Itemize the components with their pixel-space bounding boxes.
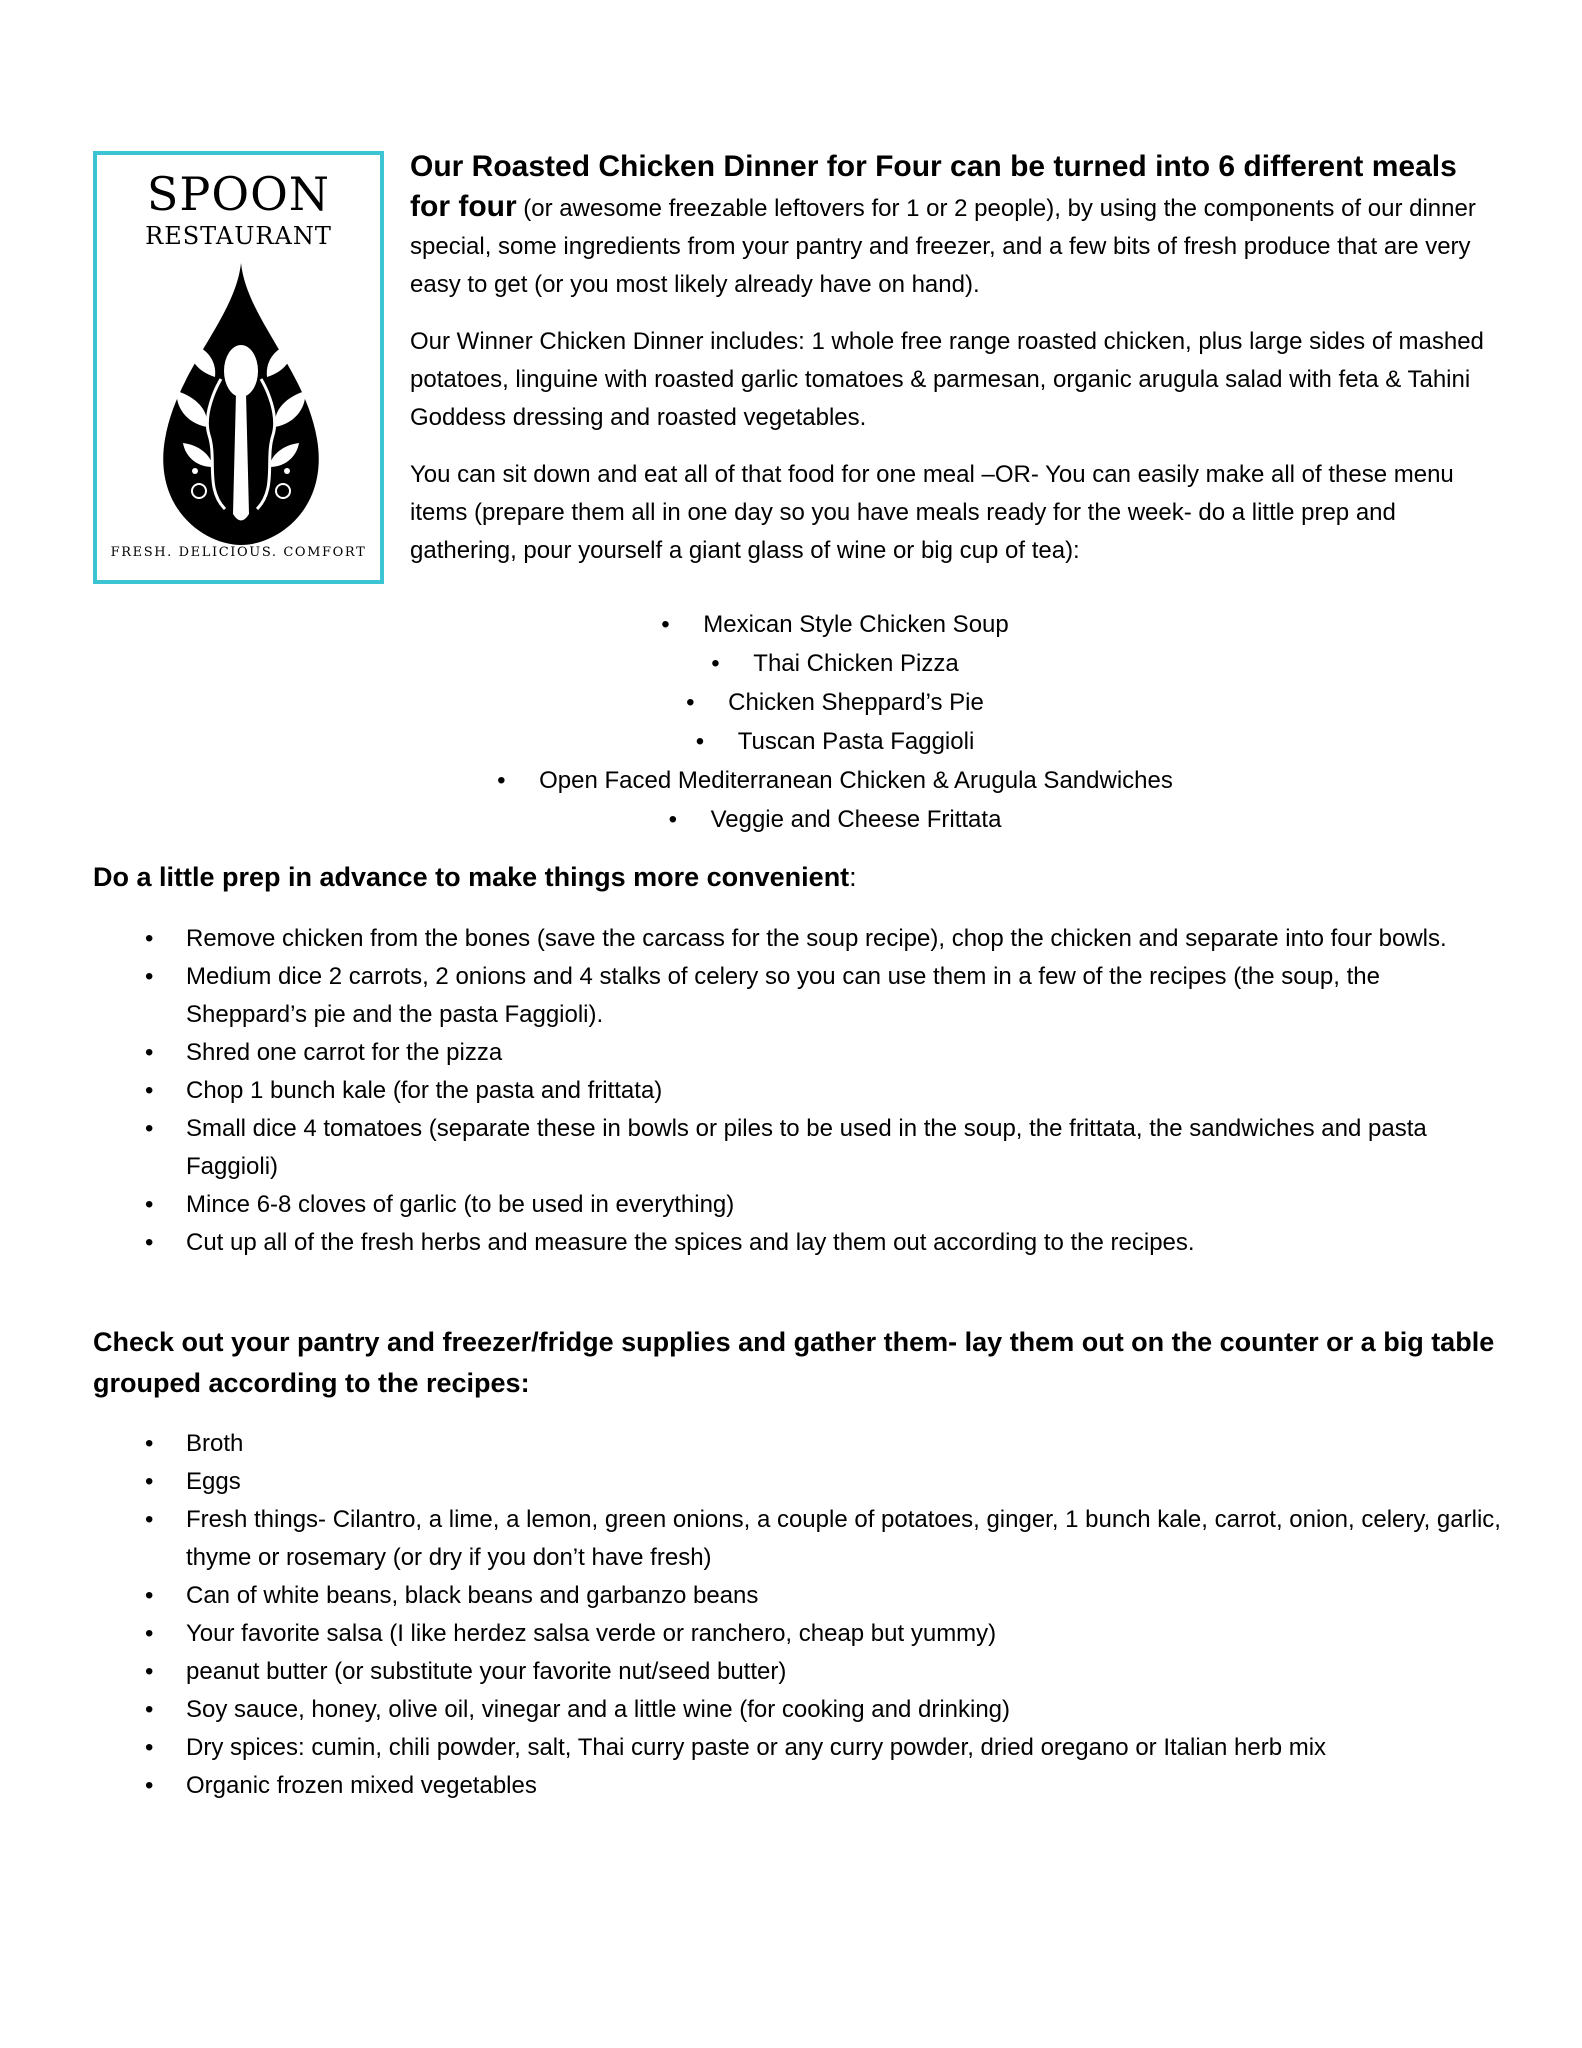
prep-heading-text: Do a little prep in advance to make things more convenient <box>93 862 850 892</box>
pantry-item: • Dry spices: cumin, chili powder, salt, Thai curry paste or any curry powder, dried oregano or Italian herb mix <box>93 1729 1503 1767</box>
prep-heading <box>93 857 1513 898</box>
menu-item: • Open Faced Mediterranean Chicken & Arugula Sandwiches <box>0 761 1582 800</box>
pantry-item: • Can of white beans, black beans and garbanzo beans <box>93 1577 1503 1615</box>
logo-tagline: FRESH. DELICIOUS. COMFORT <box>110 545 367 560</box>
prep-item: • Mince 6-8 cloves of garlic (to be used in everything) <box>93 1186 1503 1224</box>
pantry-item: • Broth <box>93 1425 1503 1463</box>
pantry-item: • peanut butter (or substitute your favorite nut/seed butter) <box>93 1653 1503 1691</box>
logo-title: SPOON <box>146 167 331 221</box>
pantry-item: • Organic frozen mixed vegetables <box>93 1767 1503 1805</box>
menu-list <box>0 605 1582 839</box>
pantry-list <box>93 1425 1503 1805</box>
pantry-item: • Soy sauce, honey, olive oil, vinegar and a little wine (for cooking and drinking) <box>93 1691 1503 1729</box>
intro-paragraph-3: You can sit down and eat all of that food for one meal –OR- You can easily make all of these menu items (prepare them all in one day so you have meals ready for the week- do a little prep and gathering, pour yourself a giant glass of wine or big cup of tea): <box>410 461 1454 564</box>
spoon-drop-icon <box>155 259 327 549</box>
menu-item: • Mexican Style Chicken Soup <box>0 605 1582 644</box>
menu-item: • Thai Chicken Pizza <box>0 644 1582 683</box>
pantry-item: • Your favorite salsa (I like herdez salsa verde or ranchero, cheap but yummy) <box>93 1615 1503 1653</box>
intro-lead: Our Roasted Chicken Dinner for Four can be turned into 6 different meals for four <box>410 150 1457 223</box>
menu-item: • Tuscan Pasta Faggioli <box>0 722 1582 761</box>
prep-item: • Chop 1 bunch kale (for the pasta and frittata) <box>93 1072 1503 1110</box>
spoon-logo <box>93 151 384 584</box>
pantry-item: • Eggs <box>93 1463 1503 1501</box>
pantry-heading: Check out your pantry and freezer/fridge supplies and gather them- lay them out on the counter or a big table grouped according to the recipes: <box>93 1327 1495 1398</box>
intro-section <box>410 148 1500 589</box>
prep-list <box>93 920 1503 1262</box>
prep-item: • Shred one carrot for the pizza <box>93 1034 1503 1072</box>
intro-paragraph-1 <box>410 148 1500 304</box>
intro-lead-rest: (or awesome freezable leftovers for 1 or 2 people), by using the components of our dinner special, some ingredients from your pantry and freezer, and a few bits of fresh produce that are very easy to get (or you most likely already have on hand). <box>410 195 1476 298</box>
intro-paragraph-2: Our Winner Chicken Dinner includes: 1 whole free range roasted chicken, plus large sides of mashed potatoes, linguine with roasted garlic tomatoes & parmesan, organic arugula salad with feta & Tahini Goddess dressing and roasted vegetables. <box>410 328 1484 431</box>
logo-subtitle: RESTAURANT <box>145 222 332 250</box>
prep-item: • Small dice 4 tomatoes (separate these in bowls or piles to be used in the soup, the frittata, the sandwiches and pasta Faggioli) <box>93 1110 1503 1186</box>
prep-heading-colon: : <box>849 862 857 892</box>
prep-item: • Cut up all of the fresh herbs and measure the spices and lay them out according to the recipes. <box>93 1224 1503 1262</box>
menu-item: • Chicken Sheppard’s Pie <box>0 683 1582 722</box>
menu-item: • Veggie and Cheese Frittata <box>0 800 1582 839</box>
prep-item: • Medium dice 2 carrots, 2 onions and 4 stalks of celery so you can use them in a few of the recipes (the soup, the Sheppard’s pie and the pasta Faggioli). <box>93 958 1503 1034</box>
pantry-item: • Fresh things- Cilantro, a lime, a lemon, green onions, a couple of potatoes, ginger, 1 bunch kale, carrot, onion, celery, garlic, thyme or rosemary (or dry if you don’t have fresh) <box>93 1501 1503 1577</box>
prep-item: • Remove chicken from the bones (save the carcass for the soup recipe), chop the chicken and separate into four bowls. <box>93 920 1503 958</box>
